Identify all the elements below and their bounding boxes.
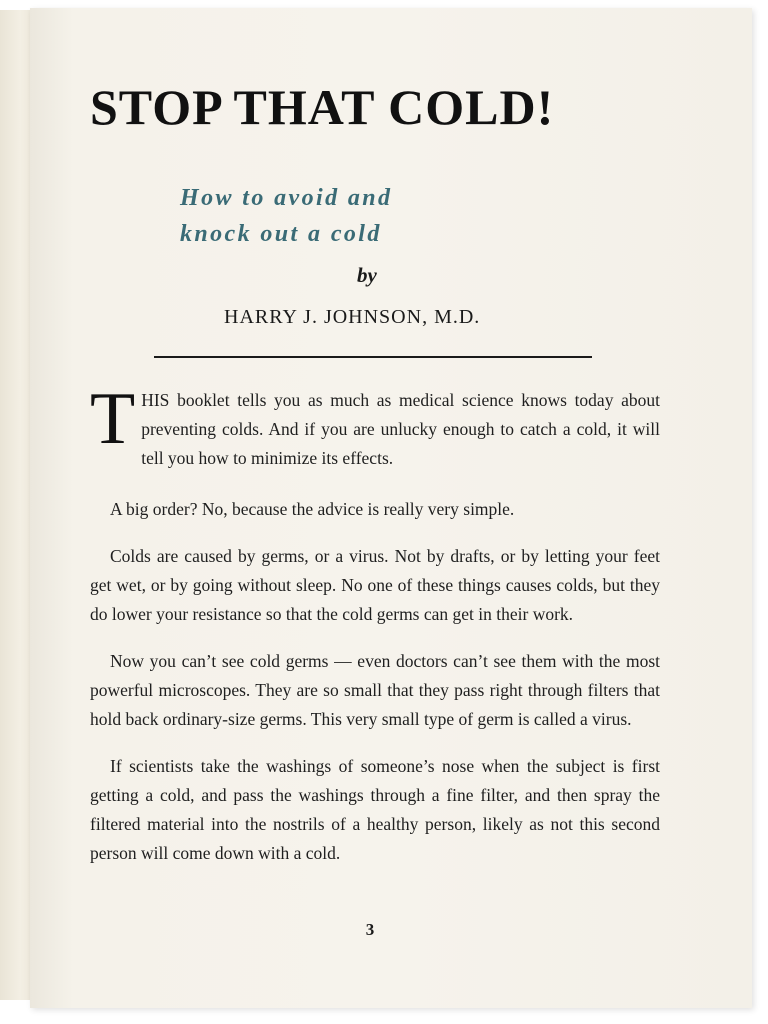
body-text xyxy=(90,378,660,886)
paragraph-5: If scientists take the washings of someone’s nose when the subject is first getting a cold, and pass the washings through a fine filter, and then spray the filtered material into the nostrils of a healthy person, likely as not this second person will come down with a cold. xyxy=(90,756,660,863)
subtitle-line-1: How to avoid and xyxy=(180,185,393,211)
paragraph-1 xyxy=(90,378,660,473)
page-title: STOP THAT COLD! xyxy=(90,79,555,135)
page-number: 3 xyxy=(365,920,375,939)
paragraph-2: A big order? No, because the advice is really very simple. xyxy=(110,499,515,519)
paragraph-4: Now you can’t see cold germs — even doctors can’t see them with the most powerful microscopes. They are so small that they pass right through filters that hold back ordinary-size germs. This very small type of germ is called a virus. xyxy=(90,651,660,729)
author-name: HARRY J. JOHNSON, M.D. xyxy=(224,306,481,328)
subtitle-line-2: knock out a cold xyxy=(180,221,382,247)
subtitle xyxy=(180,180,600,252)
paragraph-3: Colds are caused by germs, or a virus. Not by drafts, or by letting your feet get wet, or by going without sleep. No one of these things causes colds, but they do lower your resistance so that the cold germs can get in their work. xyxy=(90,546,660,624)
booklet-page xyxy=(30,8,752,1008)
paragraph-1-text: HIS booklet tells you as much as medical science knows today about preventing colds. And if you are unlucky enough to catch a cold, it will tell you how to minimize its effects. xyxy=(141,390,660,468)
drop-cap: T xyxy=(90,378,136,460)
divider-rule xyxy=(154,356,592,358)
byline: by xyxy=(357,263,377,287)
